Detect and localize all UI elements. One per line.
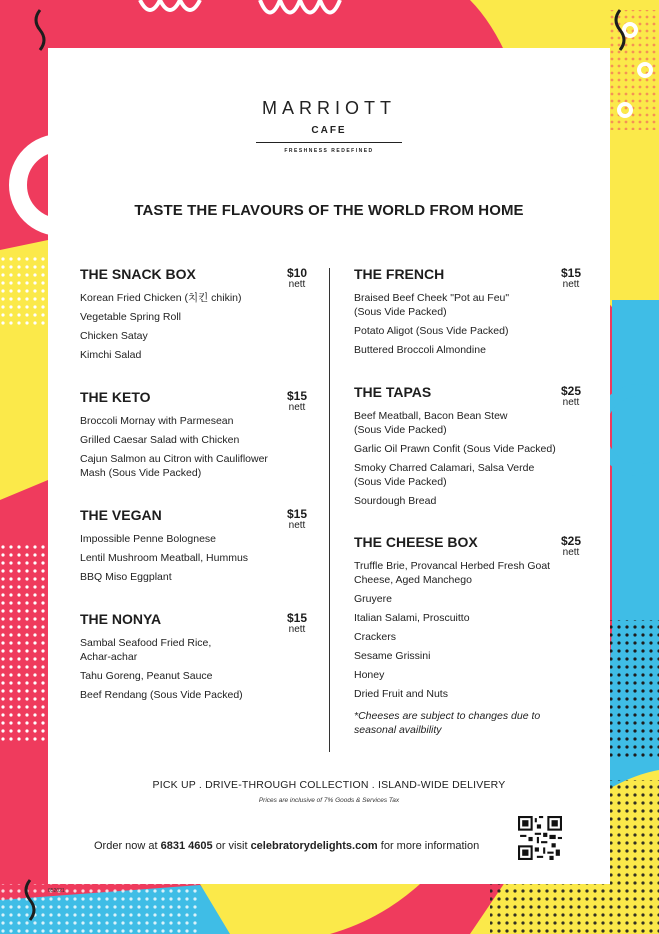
section-title: THE SNACK BOX (80, 266, 196, 282)
menu-item: Chicken Satay (80, 330, 148, 342)
section-price (282, 612, 312, 635)
section-title: THE CHEESE BOX (354, 534, 478, 550)
price-unit: nett (562, 547, 580, 558)
services-line: PICK UP . DRIVE-THROUGH COLLECTION . ISLAND-WIDE DELIVERY (152, 779, 506, 791)
price-unit: nett (288, 402, 306, 413)
menu-item: Impossible Penne Bolognese (80, 533, 217, 545)
menu-item: Korean Fried Chicken (치킨 chikin) (80, 292, 242, 304)
menu-column-left (80, 266, 312, 702)
section-nonya (80, 611, 312, 702)
phone-number[interactable]: 6831 4605 (160, 840, 213, 852)
menu-item: Braised Beef Cheek "Pot au Feu" (Sous Vide Packed) (354, 292, 510, 318)
menu-item: Kimchi Salad (80, 349, 142, 361)
logo-rule (256, 142, 402, 143)
marriott-cafe-logo (48, 98, 610, 154)
menu-item: BBQ Miso Eggplant (80, 571, 172, 583)
section-title: THE NONYA (80, 611, 162, 627)
menu-column-right (354, 266, 586, 737)
website-link[interactable]: celebratorydelights.com (250, 840, 378, 852)
section-price (556, 385, 586, 408)
qr-code-icon[interactable] (518, 816, 562, 860)
section-price (556, 267, 586, 290)
menu-item: Gruyere (354, 593, 392, 605)
column-divider (329, 268, 330, 752)
section-price (282, 267, 312, 290)
section-price (282, 508, 312, 531)
section-title: THE KETO (80, 389, 151, 405)
section-tapas (354, 384, 586, 508)
price-amount: $15 (286, 389, 308, 403)
menu-item: Tahu Goreng, Peanut Sauce (80, 670, 213, 682)
section-snack-box (80, 266, 312, 362)
menu-item: Beef Rendang (Sous Vide Packed) (80, 689, 243, 701)
price-amount: $15 (286, 611, 308, 625)
menu-item: Italian Salami, Proscuitto (354, 612, 470, 624)
order-suffix: for more information (380, 840, 480, 852)
logo-tagline: FRESHNESS REDEFINED (284, 148, 374, 154)
order-info (94, 840, 479, 852)
menu-item: Buttered Broccoli Almondine (354, 344, 486, 356)
section-price (556, 535, 586, 558)
price-amount: $25 (560, 534, 582, 548)
price-amount: $25 (560, 384, 582, 398)
price-unit: nett (288, 624, 306, 635)
menu-item: Garlic Oil Prawn Confit (Sous Vide Packed) (354, 443, 556, 455)
menu-item: Potato Aligot (Sous Vide Packed) (354, 325, 509, 337)
price-unit: nett (288, 520, 306, 531)
menu-item: Cajun Salmon au Citron with Cauliflower Mash (Sous Vide Packed) (80, 453, 268, 479)
section-french (354, 266, 586, 357)
section-keto (80, 389, 312, 480)
order-prefix: Order now at (94, 840, 158, 852)
tax-note: Prices are inclusive of 7% Goods & Services Tax (258, 797, 400, 804)
section-cheese-box (354, 534, 586, 737)
menu-headline: TASTE THE FLAVOURS OF THE WORLD FROM HOME (134, 202, 524, 219)
price-amount: $15 (286, 507, 308, 521)
menu-item: Vegetable Spring Roll (80, 311, 181, 323)
menu-item: Crackers (354, 631, 397, 643)
price-unit: nett (288, 279, 306, 290)
logo-brand: MARRIOTT (262, 98, 396, 118)
price-amount: $10 (286, 266, 308, 280)
menu-item: Beef Meatball, Bacon Bean Stew (Sous Vide Packed) (354, 410, 508, 436)
cheese-note: *Cheeses are subject to changes due to seasonal availbility (354, 710, 541, 736)
menu-item: Dried Fruit and Nuts (354, 688, 448, 700)
section-price (282, 390, 312, 413)
print-code: 052021 (48, 888, 65, 894)
order-mid: or visit (215, 840, 248, 852)
menu-item: Sesame Grissini (354, 650, 431, 662)
price-amount: $15 (560, 266, 582, 280)
logo-sub: CAFE (311, 125, 347, 136)
price-unit: nett (562, 279, 580, 290)
section-title: THE VEGAN (80, 507, 162, 523)
menu-item: Smoky Charred Calamari, Salsa Verde (Sous Vide Packed) (354, 462, 535, 488)
price-unit: nett (562, 397, 580, 408)
section-title: THE FRENCH (354, 266, 445, 282)
menu-item: Honey (354, 669, 385, 681)
menu-card (48, 48, 610, 884)
section-vegan (80, 507, 312, 584)
menu-item: Sambal Seafood Fried Rice, Achar-achar (80, 637, 212, 663)
menu-item: Grilled Caesar Salad with Chicken (80, 434, 240, 446)
menu-item: Truffle Brie, Provancal Herbed Fresh Goat Cheese, Aged Manchego (354, 560, 551, 586)
menu-item: Lentil Mushroom Meatball, Hummus (80, 552, 249, 564)
menu-item: Sourdough Bread (354, 495, 437, 507)
menu-item: Broccoli Mornay with Parmesean (80, 415, 234, 427)
section-title: THE TAPAS (354, 384, 432, 400)
